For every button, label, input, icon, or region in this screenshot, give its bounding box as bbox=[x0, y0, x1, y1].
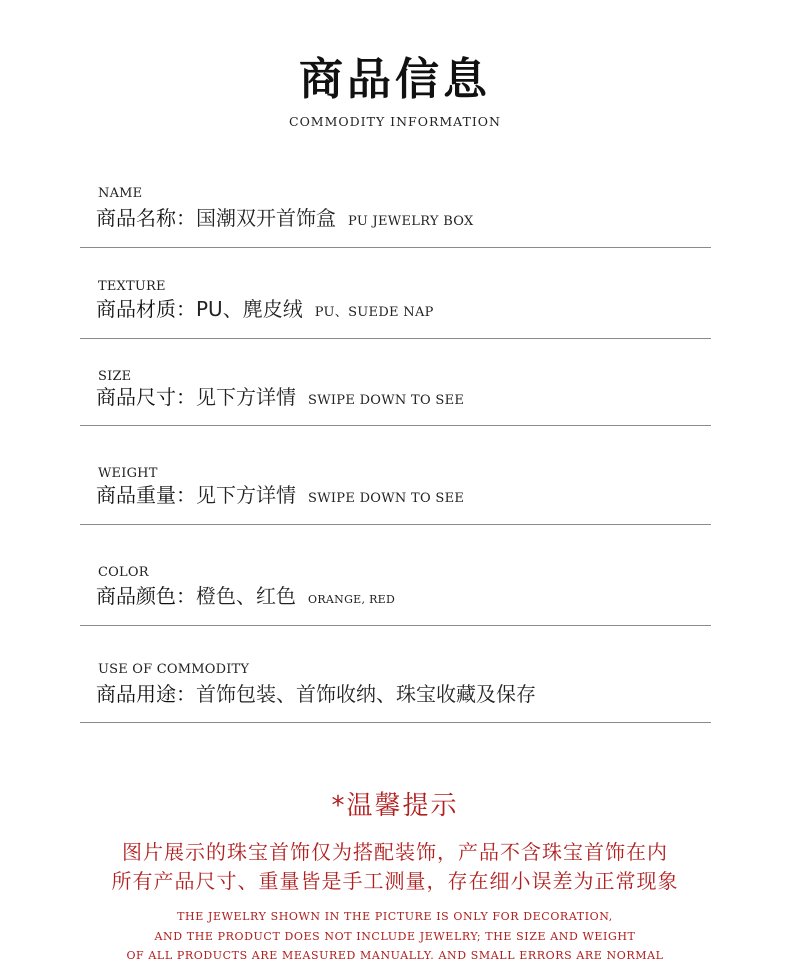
row-value-zh: 见下方详情 bbox=[196, 483, 296, 507]
info-row-name bbox=[80, 178, 711, 248]
notice-zh-line-1: 图片展示的珠宝首饰仅为搭配装饰，产品不含珠宝首饰在内 bbox=[122, 840, 668, 864]
info-row-weight bbox=[80, 459, 711, 525]
info-row-texture bbox=[80, 271, 711, 339]
row-value-en: SWIPE DOWN TO SEE bbox=[308, 491, 465, 506]
row-label-zh: 商品材质： bbox=[96, 297, 196, 321]
row-value-zh: 橙色、红色 bbox=[196, 584, 296, 608]
row-label-en: TEXTURE bbox=[98, 279, 166, 294]
notice-en-line-2: AND THE PRODUCT DOES NOT INCLUDE JEWELRY; THE SIZE AND WEIGHT bbox=[154, 930, 636, 943]
row-label-zh: 商品颜色： bbox=[96, 584, 196, 608]
row-value-zh: PU、麂皮绒 bbox=[196, 297, 303, 321]
info-row-size bbox=[80, 362, 711, 426]
info-row-color bbox=[80, 558, 711, 626]
notice-title: *温馨提示 bbox=[331, 791, 459, 821]
row-label-en: USE OF COMMODITY bbox=[98, 662, 250, 677]
row-label-en: SIZE bbox=[98, 369, 132, 384]
row-value-en: ORANGE, RED bbox=[308, 593, 396, 606]
row-value-zh: 见下方详情 bbox=[196, 385, 296, 409]
row-label-en: NAME bbox=[98, 186, 143, 201]
page-subtitle: COMMODITY INFORMATION bbox=[289, 114, 501, 129]
row-value-en: PU、SUEDE NAP bbox=[314, 305, 434, 320]
row-label-en: WEIGHT bbox=[98, 466, 158, 481]
notice-en-line-1: THE JEWELRY SHOWN IN THE PICTURE IS ONLY FOR DECORATION, bbox=[177, 910, 613, 923]
row-label-zh: 商品用途： bbox=[96, 682, 196, 706]
row-label-zh: 商品尺寸： bbox=[96, 385, 196, 409]
page-title: 商品信息 bbox=[299, 54, 491, 105]
row-label-en: COLOR bbox=[98, 565, 149, 580]
row-value-zh: 国潮双开首饰盒 bbox=[196, 206, 336, 230]
row-value-en: SWIPE DOWN TO SEE bbox=[308, 393, 465, 408]
row-value-zh: 首饰包装、首饰收纳、珠宝收藏及保存 bbox=[196, 682, 536, 706]
info-row-use bbox=[80, 655, 711, 723]
row-label-zh: 商品名称： bbox=[96, 206, 196, 230]
notice-zh-line-2: 所有产品尺寸、重量皆是手工测量，存在细小误差为正常现象 bbox=[111, 869, 679, 893]
row-label-zh: 商品重量： bbox=[96, 483, 196, 507]
row-value-en: PU JEWELRY BOX bbox=[348, 214, 474, 229]
notice-en-line-3: OF ALL PRODUCTS ARE MEASURED MANUALLY. AND SMALL ERRORS ARE NORMAL bbox=[126, 949, 664, 962]
